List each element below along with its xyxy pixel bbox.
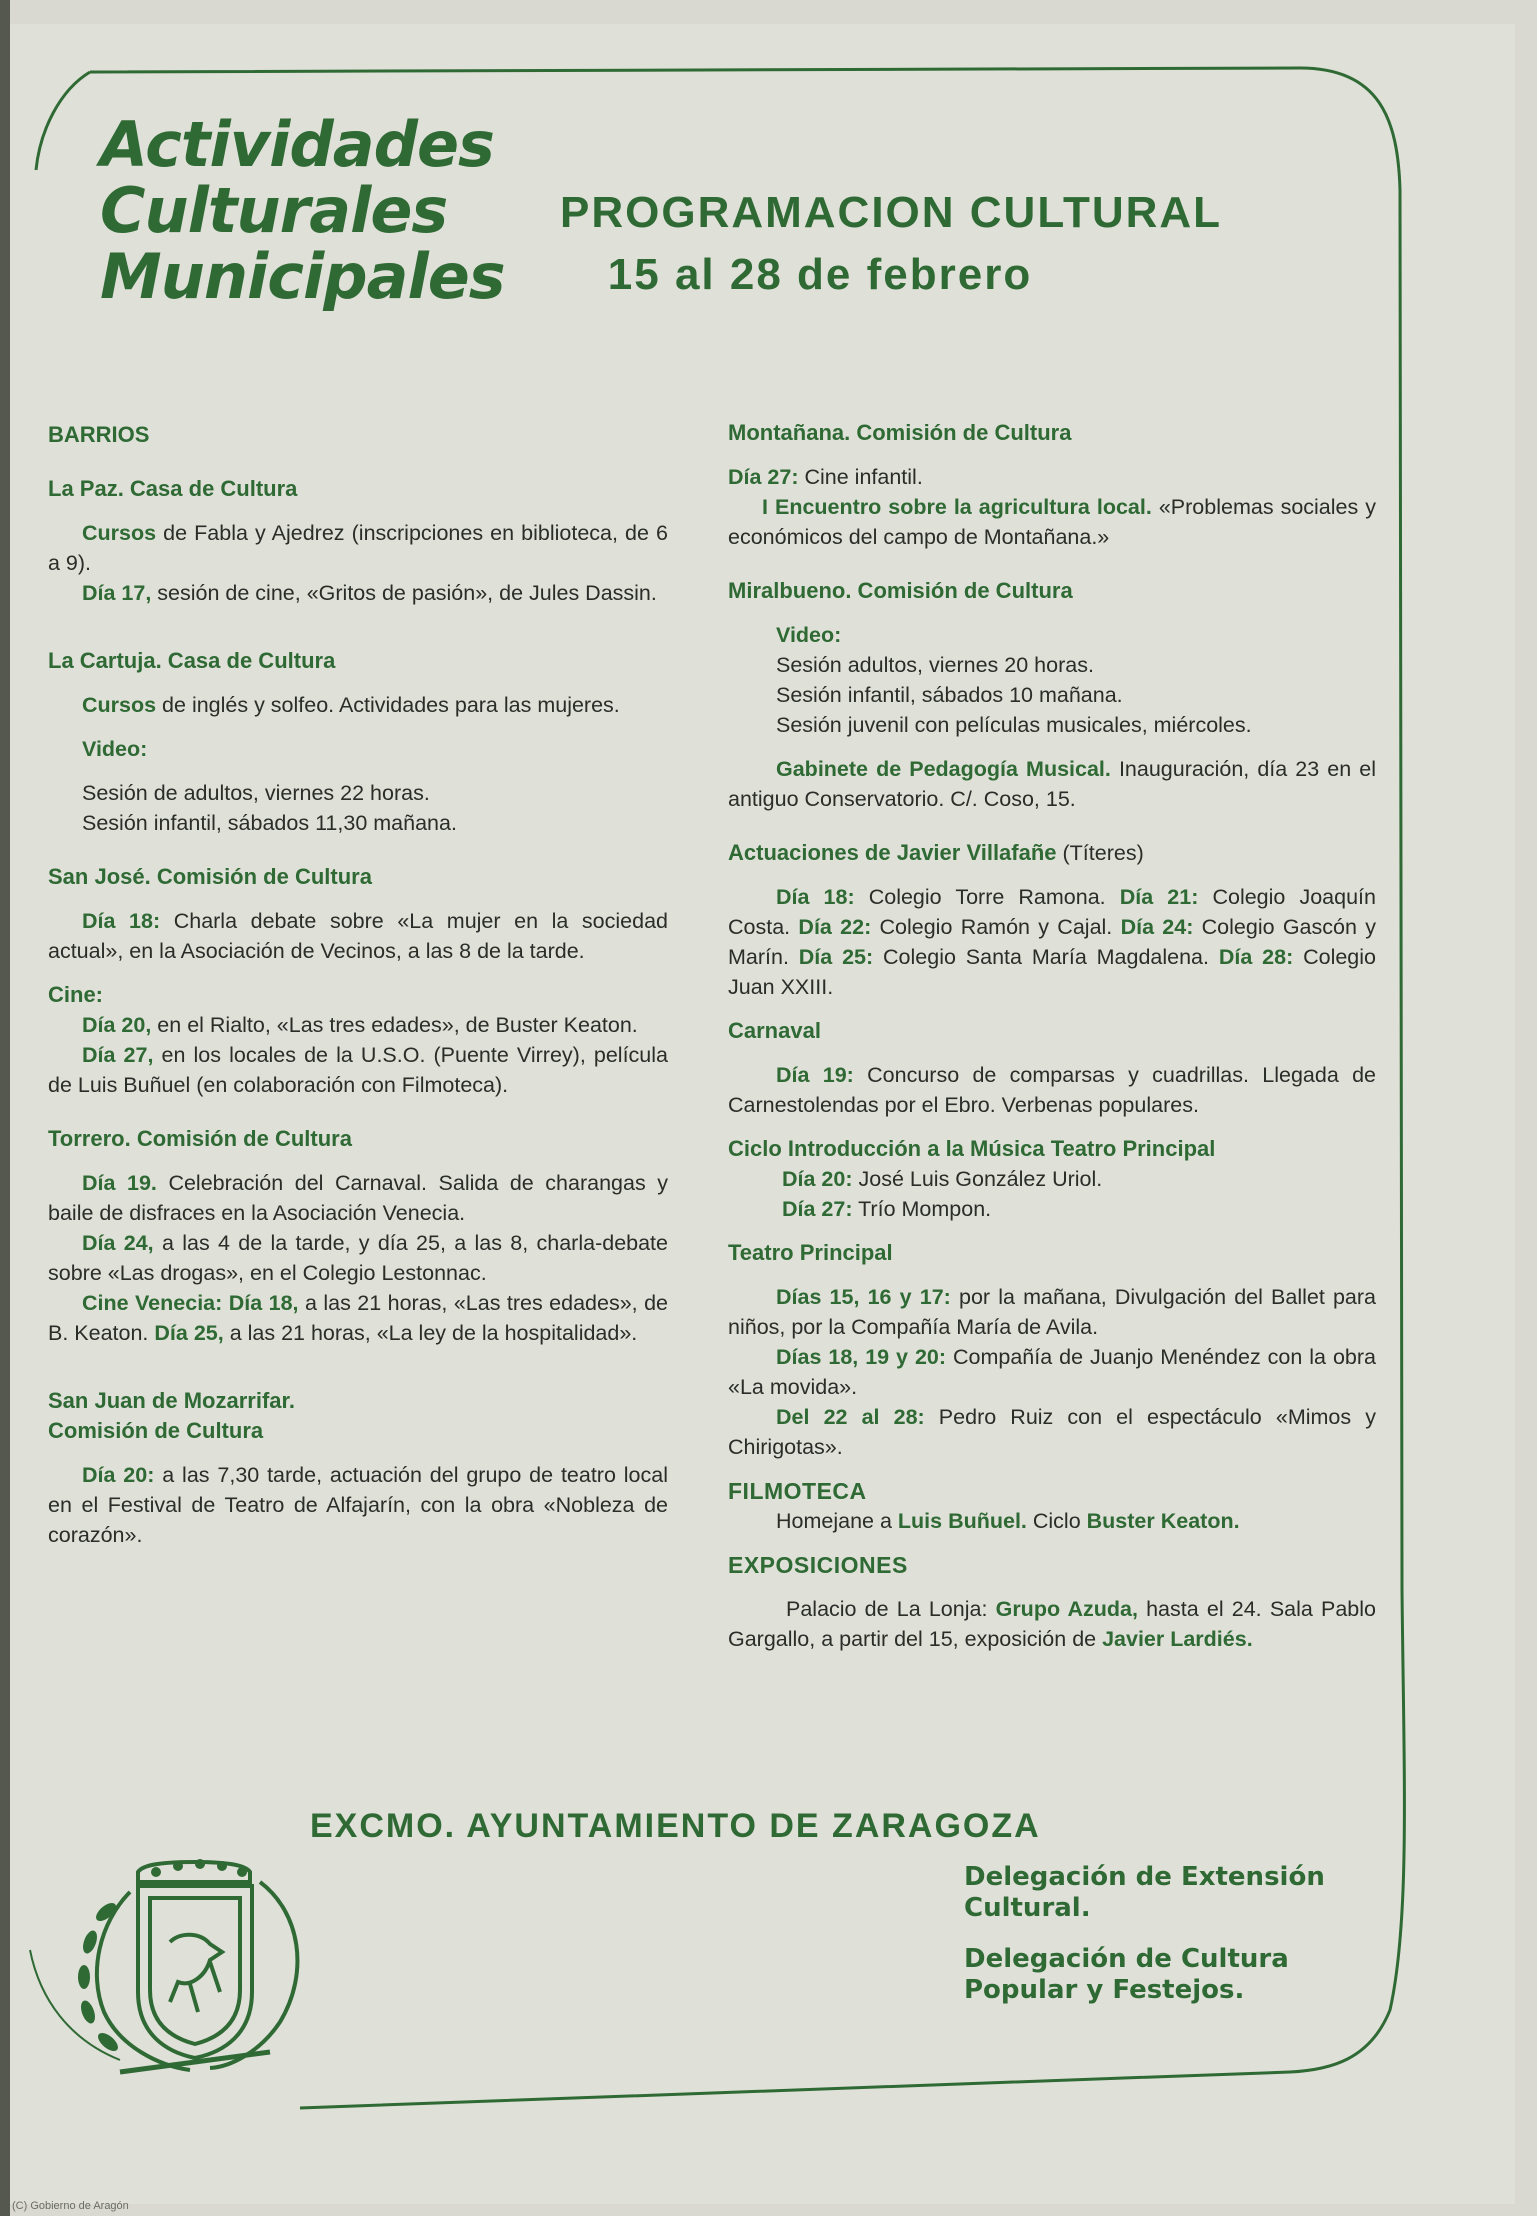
title-line-3: Municipales (100, 240, 505, 313)
sanjuan-heading-2: Comisión de Cultura (48, 1418, 264, 1443)
left-column (48, 420, 668, 1550)
torrero-dia-24: Día 24, a las 4 de la tarde, y día 25, a las 8, charla-debate sobre «Las drogas», en el Colegio Lestonnac. (48, 1231, 668, 1285)
cine-dia-20: Día 20, en el Rialto, «Las tres edades», de Buster Keaton. (82, 1013, 638, 1037)
filmoteca-heading: FILMOTECA (728, 1478, 867, 1504)
title-line-2: Culturales (100, 174, 448, 247)
ciclo-dia-20: Día 20: José Luis González Uriol. (782, 1167, 1103, 1191)
filmoteca-text: Homejane a Luis Buñuel. Ciclo Buster Keaton. (776, 1509, 1240, 1533)
lapaz-cursos: Cursos de Fabla y Ajedrez (inscripciones en biblioteca, de 6 a 9). (48, 521, 668, 575)
teatro-del-22-28: Del 22 al 28: Pedro Ruiz con el espectáculo «Mimos y Chirigotas». (728, 1405, 1376, 1459)
cartuja-video-label: Video: (82, 737, 148, 761)
teatro-heading: Teatro Principal (728, 1240, 893, 1265)
cartuja-cursos: Cursos de inglés y solfeo. Actividades para las mujeres. (82, 693, 620, 717)
ciclo-dia-27: Día 27: Trío Mompon. (782, 1197, 992, 1221)
torrero-dia-19: Día 19. Celebración del Carnaval. Salida de charangas y baile de disfraces en la Asociación Venecia. (48, 1171, 668, 1225)
javier-schedule: Día 18: Colegio Torre Ramona. Día 21: Colegio Joaquín Costa. Día 22: Colegio Ramón y Cajal. Día 24: Colegio Gascón y Marín. Día 25: Colegio Santa María Magdalena. Día 28: Colegio Juan XXIII. (728, 885, 1376, 999)
delegaciones (964, 1862, 1384, 2026)
page-title (100, 108, 505, 313)
section-barrios: BARRIOS (48, 422, 150, 447)
torrero-cine-venecia: Cine Venecia: Día 18, a las 21 horas, «Las tres edades», de B. Keaton. Día 25, a las 21 horas, «La ley de la hospitalidad». (48, 1291, 668, 1345)
coat-of-arms-icon (60, 1852, 322, 2078)
montanana-encuentro: I Encuentro sobre la agricultura local. «Problemas sociales y económicos del campo de Montañana.» (728, 495, 1376, 549)
sanjose-heading: San José. Comisión de Cultura (48, 864, 372, 889)
ciclo-heading: Ciclo Introducción a la Música Teatro Principal (728, 1136, 1216, 1161)
lapaz-dia: Día 17, sesión de cine, «Gritos de pasión», de Jules Dassin. (82, 581, 657, 605)
montanana-heading: Montañana. Comisión de Cultura (728, 420, 1072, 445)
cartuja-heading: La Cartuja. Casa de Cultura (48, 648, 336, 673)
cine-dia-27: Día 27, en los locales de la U.S.O. (Puente Virrey), película de Luis Buñuel (en colaboración con Filmoteca). (48, 1043, 668, 1097)
miralbueno-video-3: Sesión juvenil con películas musicales, miércoles. (776, 713, 1252, 737)
javier-heading: Actuaciones de Javier Villafañe (Títeres) (728, 840, 1144, 865)
lapaz-heading: La Paz. Casa de Cultura (48, 476, 298, 501)
teatro-dias-18-20: Días 18, 19 y 20: Compañía de Juanjo Menéndez con la obra «La movida». (728, 1345, 1376, 1399)
teatro-dias-15-17: Días 15, 16 y 17: por la mañana, Divulgación del Ballet para niños, por la Compañía María de Avila. (728, 1285, 1376, 1339)
sanjuan-dia: Día 20: a las 7,30 tarde, actuación del grupo de teatro local en el Festival de Teatro de Alfajarín, con la obra «Nobleza de corazón». (48, 1463, 668, 1547)
title-line-1: Actividades (100, 108, 494, 181)
torrero-heading: Torrero. Comisión de Cultura (48, 1126, 352, 1151)
sanjose-dia: Día 18: Charla debate sobre «La mujer en la sociedad actual», en la Asociación de Vecinos, a las 8 de la tarde. (48, 909, 668, 963)
miralbueno-video-label: Video: (776, 623, 842, 647)
montanana-dia: Día 27: Cine infantil. (728, 465, 923, 489)
cartuja-video-1: Sesión de adultos, viernes 22 horas. (82, 781, 430, 805)
exposiciones-heading: EXPOSICIONES (728, 1552, 908, 1578)
program-dates: 15 al 28 de febrero (607, 250, 1033, 299)
sanjuan-heading-1: San Juan de Mozarrifar. (48, 1388, 295, 1413)
carnaval-dia: Día 19: Concurso de comparsas y cuadrillas. Llegada de Carnestolendas por el Ebro. Verbenas populares. (728, 1063, 1376, 1117)
right-column (728, 418, 1376, 1654)
cine-label: Cine: (48, 982, 103, 1007)
exposiciones-text: Palacio de La Lonja: Grupo Azuda, hasta el 24. Sala Pablo Gargallo, a partir del 15, exposición de Javier Lardiés. (728, 1597, 1377, 1651)
miralbueno-heading: Miralbueno. Comisión de Cultura (728, 578, 1073, 603)
cartuja-video-2: Sesión infantil, sábados 11,30 mañana. (82, 811, 457, 835)
program-title: PROGRAMACION CULTURAL (560, 188, 1223, 237)
carnaval-heading: Carnaval (728, 1018, 821, 1043)
miralbueno-video-2: Sesión infantil, sábados 10 mañana. (776, 683, 1123, 707)
miralbueno-video-1: Sesión adultos, viernes 20 horas. (776, 653, 1094, 677)
delegacion-cultura: Delegación de Cultura Popular y Festejos. (964, 1944, 1289, 2005)
delegacion-extension: Delegación de Extensión Cultural. (964, 1862, 1325, 1923)
program-heading (560, 182, 1223, 306)
copyright-credit: (C) Gobierno de Aragón (12, 2200, 129, 2212)
ayuntamiento-title: EXCMO. AYUNTAMIENTO DE ZARAGOZA (310, 1807, 1041, 1845)
miralbueno-gabinete: Gabinete de Pedagogía Musical. Inauguración, día 23 en el antiguo Conservatorio. C/. Coso, 15. (728, 757, 1377, 811)
